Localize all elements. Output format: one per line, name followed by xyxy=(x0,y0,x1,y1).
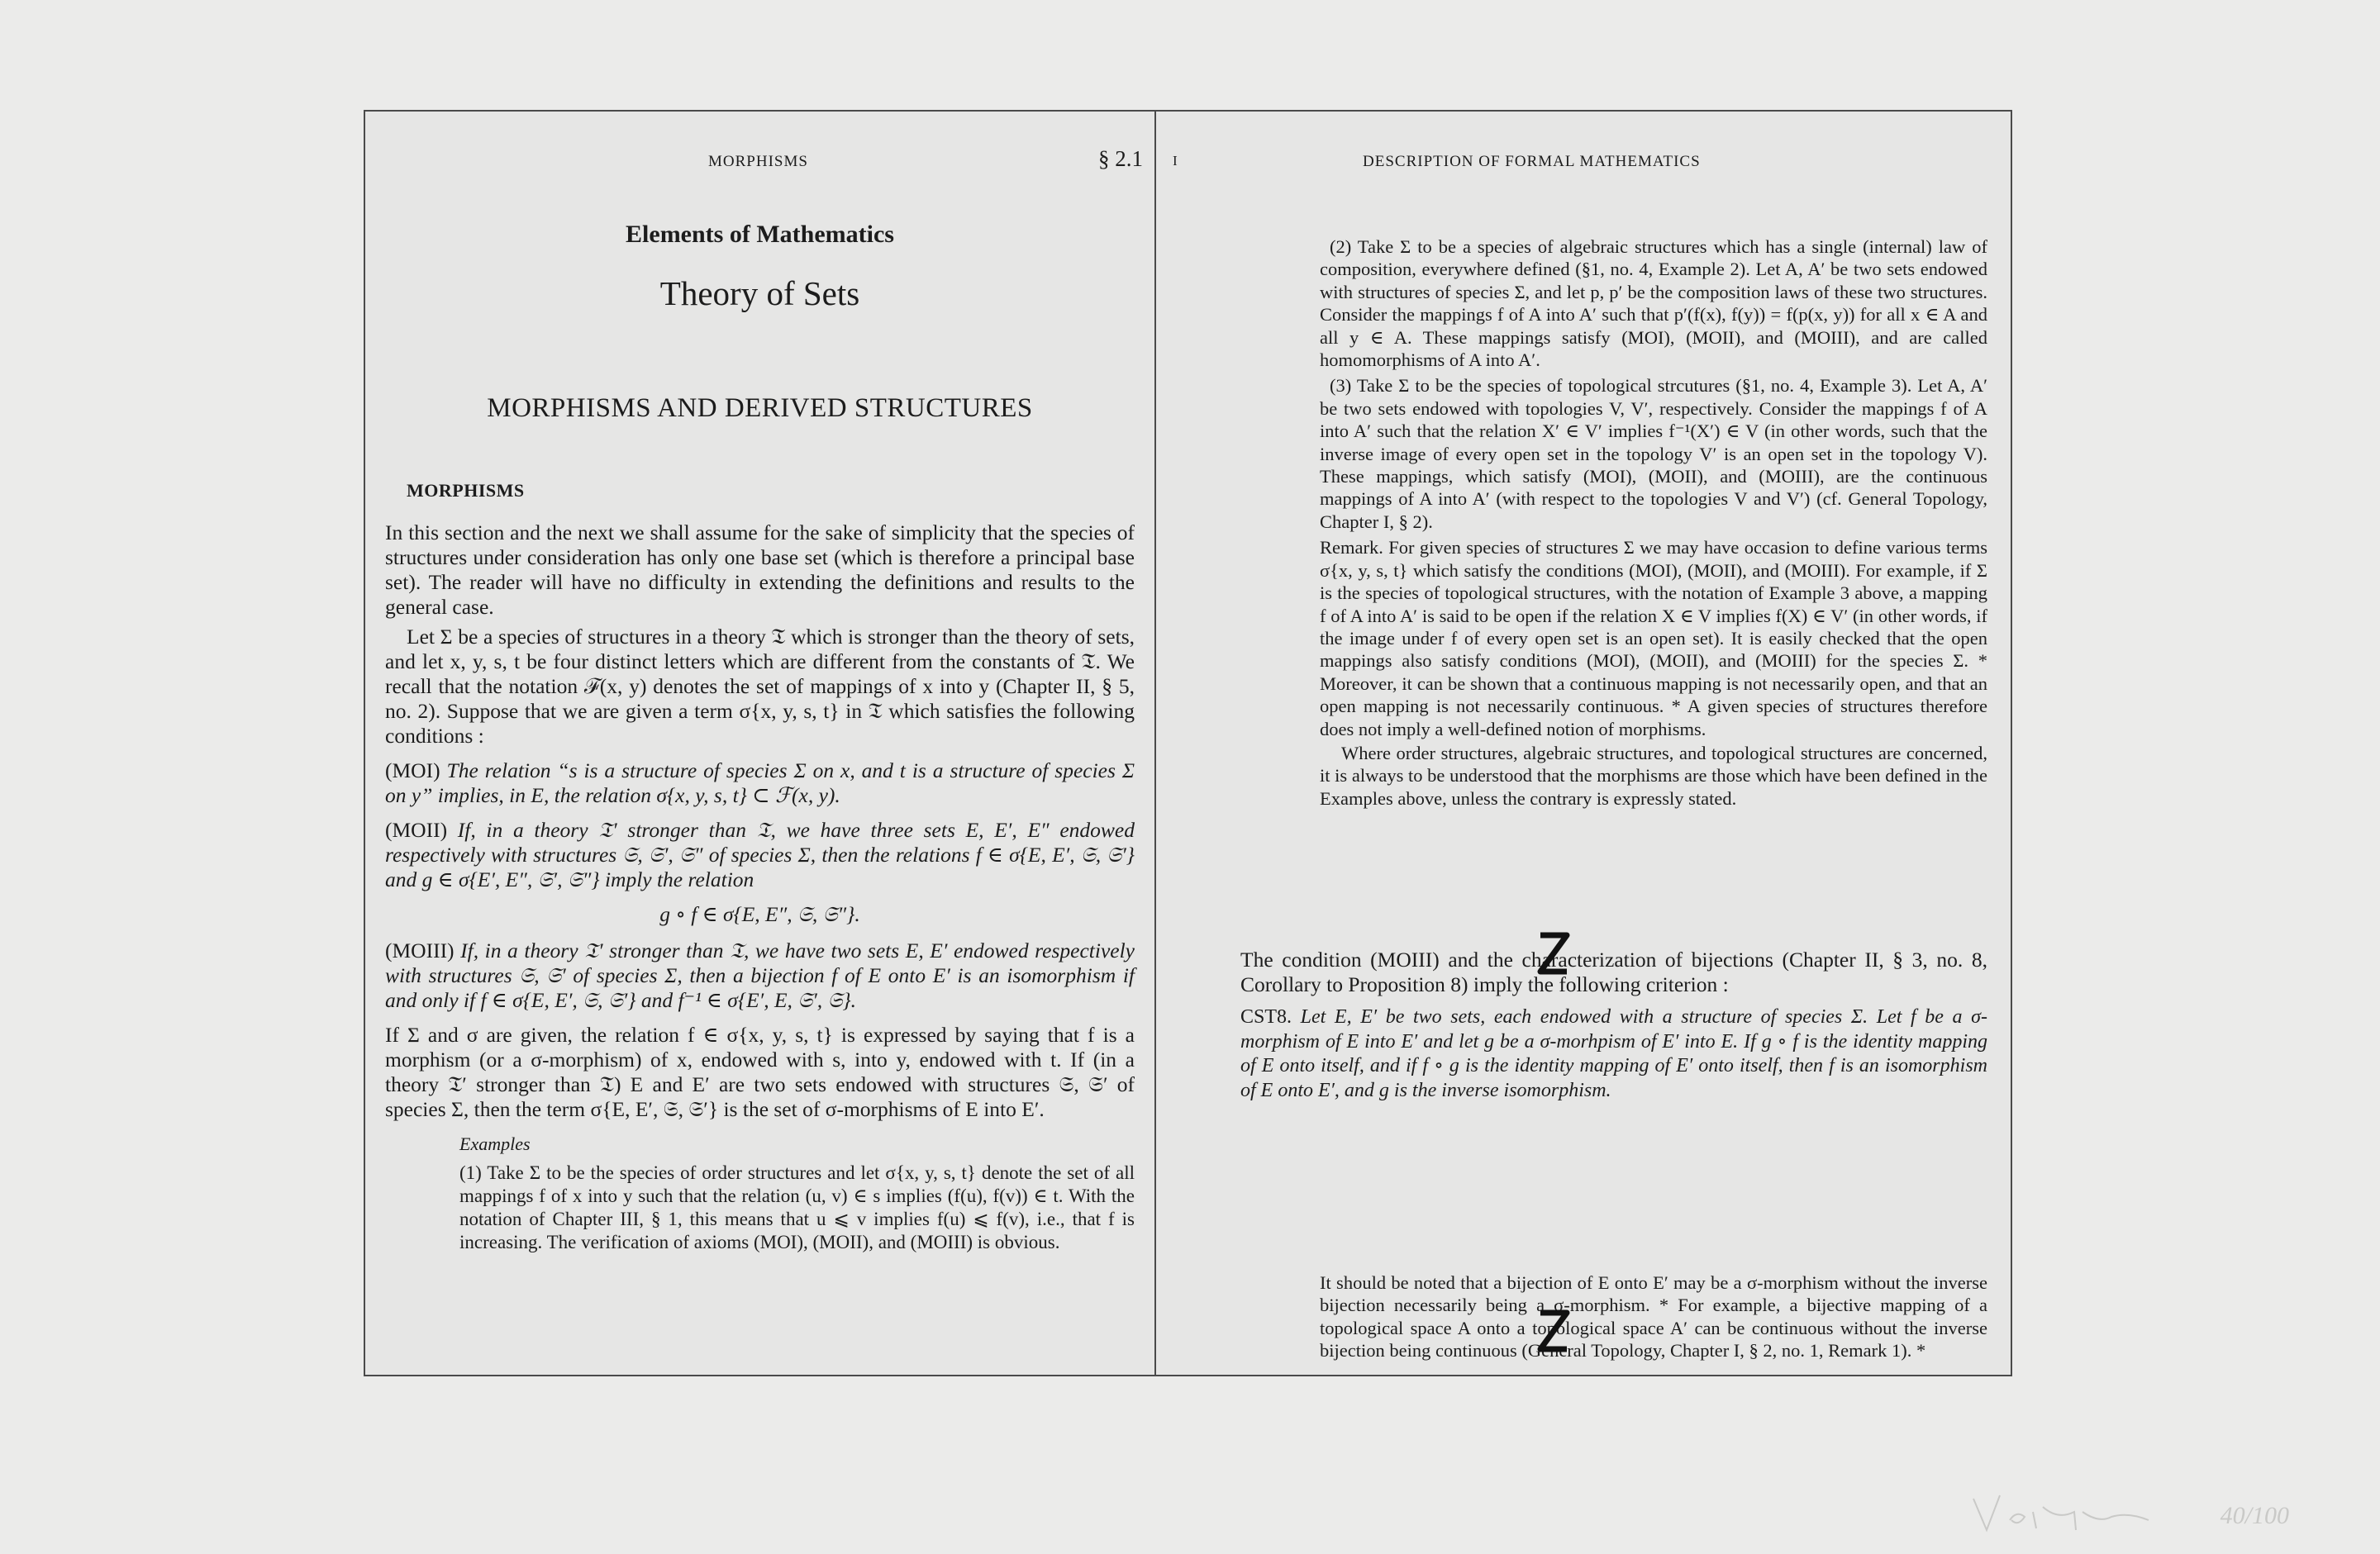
print-frame xyxy=(364,110,2012,1376)
intro-paragraph: In this section and the next we shall assume for the sake of simplicity that the species of structures under consideration has only one base set (which is therefore a principal base set). The reader will have no difficulty in extending the definitions and results to the general case. xyxy=(385,520,1135,619)
axiom-mo1-label: (MOI) xyxy=(385,758,440,782)
axiom-mo2 xyxy=(385,818,1135,892)
axiom-mo1 xyxy=(385,758,1135,808)
example-1: (1) Take Σ to be the species of order structures and let σ{x, y, s, t} denote the set of all mappings f of x into y such that the relation (u, v) ∈ s implies (f(u), f(v)) ∈ t. With the notation of Chapter III, § 1, this means that u ⩽ v implies f(u) ⩽ f(v), i.e., that f is increasing. The verification of axioms (MOI), (MOII), and (MOIII) is obvious. xyxy=(459,1162,1135,1252)
setup-paragraph: Let Σ be a species of structures in a theory 𝔗 which is stronger than the theory of sets, and let x, y, s, t be four distinct letters which are different from the constants of 𝔗. We recall that the notation ℱ(x, y) denotes the set of mappings of x into y (Chapter II, § 5, no. 2). Suppose that we are given a term σ{x, y, s, t} in 𝔗 which satisfies the following conditions : xyxy=(385,625,1135,748)
axiom-mo2-formula: g ∘ f ∈ σ{E, E″, 𝔖, 𝔖″}. xyxy=(659,902,860,926)
margin-z-mark-upper xyxy=(1537,932,1570,975)
example-3: (3) Take Σ to be the species of topological strcutures (§1, no. 4, Example 3). Let A, A′ be two sets endowed with topologies V, V′, respectively. Consider the mappings f of A into A′ such that the relation X′ ∈ V′ implies f⁻¹(X′) ∈ V (in other words, such that the inverse image of every open set in the topology V′ is an open set in the topology V). These mappings, which satisfy (MOI), (MOII), and (MOIII), are the continuous mappings of A into A′ (with respect to the topologies V and V′) (cf. General Topology, Chapter I, § 2). xyxy=(1320,375,1987,532)
axiom-mo2-text: If, in a theory 𝔗′ stronger than 𝔗, we have three sets E, E′, E″ endowed respectively with structures 𝔖, 𝔖′, 𝔖″ of species Σ, then the relations f ∈ σ{E, E′, 𝔖, 𝔖′} and g ∈ σ{E′, E″, 𝔖′, 𝔖″} imply the relation xyxy=(385,818,1135,891)
margin-z-mark-lower xyxy=(1537,1309,1570,1352)
axiom-mo3-label: (MOIII) xyxy=(385,939,455,962)
axiom-mo2-label: (MOII) xyxy=(385,818,448,842)
morphism-definition-paragraph: If Σ and σ are given, the relation f ∈ σ{x, y, s, t} is expressed by saying that f is a morphism (or a σ-morphism) of x, endowed with s, into y, endowed with t. If (in a theory 𝔗′ stronger than 𝔗) E and E′ are two sets endowed with structures 𝔖, 𝔖′ of species Σ, then the term σ{E, E′, 𝔖, 𝔖′} is the set of σ-morphisms of E into E′. xyxy=(385,1023,1135,1121)
where-paragraph: Where order structures, algebraic structures, and topological structures are concerned, it is always to be understood that the morphisms are those which have been defined in the Examples above, unless the contrary is expressly stated. xyxy=(1320,742,1987,809)
chapter-title: MORPHISMS AND DERIVED STRUCTURES xyxy=(487,393,1033,423)
artist-signature xyxy=(1967,1487,2157,1546)
axiom-mo1-text: The relation “s is a structure of species Σ on x, and t is a structure of species Σ on y” implies, in E, the relation σ{x, y, s, t} ⊂ ℱ(x, y). xyxy=(385,758,1135,807)
note-paragraph: It should be noted that a bijection of E onto E′ may be a σ-morphism without the inverse bijection necessarily being a σ-morphism. * For example, a bijective mapping of a topological space A onto a topological space A′ can be continuous without the inverse bijection being continuous (General Topology, Chapter I, § 2, no. 1, Remark 1). * xyxy=(1320,1272,1987,1362)
book-series: Elements of Mathematics xyxy=(626,221,894,248)
axiom-mo3-text: If, in a theory 𝔗′ stronger than 𝔗, we have two sets E, E′ endowed respectively with structures 𝔖, 𝔖′ of species Σ, then a bijection f of E onto E′ is an isomorphism if and only if f ∈ σ{E, E′, 𝔖, 𝔖′} and f⁻¹ ∈ σ{E′, E, 𝔖′, 𝔖}. xyxy=(385,939,1135,1012)
remark-paragraph: Remark. For given species of structures Σ we may have occasion to define various terms σ{x, y, s, t} which satisfy the conditions (MOI), (MOII), and (MOIII). For example, if Σ is the species of topological structures, with the notation of Example 3 above, a mapping f of A into A′ is said to be open if the relation X ∈ V implies f(X) ∈ V′ (in other words, if the image under f of every open set is an open set). It is easily checked that the open mappings also satisfy conditions (MOI), (MOII), and (MOIII) for the species Σ. * Moreover, it can be shown that a continuous mapping is not necessarily open, and that an open mapping is not necessarily continuous. * A given species of structures therefore does not imply a well-defined notion of morphisms. xyxy=(1320,537,1987,739)
section-number: § 2.1 xyxy=(1098,146,1143,171)
example-2: (2) Take Σ to be a species of algebraic structures which has a single (internal) law of composition, everywhere defined (§1, no. 4, Example 2). Let A, A′ be two sets endowed with structures of species Σ, and let p, p′ be the composition laws of these two structures. Consider the mappings f of A into A′ such that p′(f(x), f(y)) = f(p(x, y)) for all x ∈ A and all y ∈ A. These mappings satisfy (MOI), (MOII), and (MOIII), and are called homomorphisms of A into A′. xyxy=(1320,236,1987,371)
section-heading: MORPHISMS xyxy=(407,480,525,501)
book-title: Theory of Sets xyxy=(659,274,860,312)
criterion-cst8-text: Let E, E′ be two sets, each endowed with a structure of species Σ. Let f be a σ-morphism of E into E′ and let g be a σ-morhpism of E′ into E. If g ∘ f is the identity mapping of E onto itself, and if f ∘ g is the identity mapping of E′ onto itself, then f is an isomorphism of E onto E′, and g is the inverse isomorphism. xyxy=(1240,1006,1988,1101)
right-page xyxy=(1156,112,2011,1375)
criterion-cst8-label: CST8. xyxy=(1240,1006,1292,1028)
signature-scribble xyxy=(1967,1487,2157,1537)
examples-heading: Examples xyxy=(459,1133,531,1154)
edition-number: 40/100 xyxy=(2220,1502,2289,1529)
left-page xyxy=(365,112,1154,1375)
axiom-mo3 xyxy=(385,939,1135,1013)
right-page-number: I xyxy=(1173,153,1178,169)
condition-paragraph: The condition (MOIII) and the characterization of bijections (Chapter II, § 3, no. 8, Corollary to Proposition 8) imply the following criterion : xyxy=(1240,948,1987,996)
right-running-head: DESCRIPTION OF FORMAL MATHEMATICS xyxy=(1363,153,1701,170)
left-running-head: MORPHISMS xyxy=(708,153,808,170)
criterion-cst8 xyxy=(1240,1005,1987,1103)
